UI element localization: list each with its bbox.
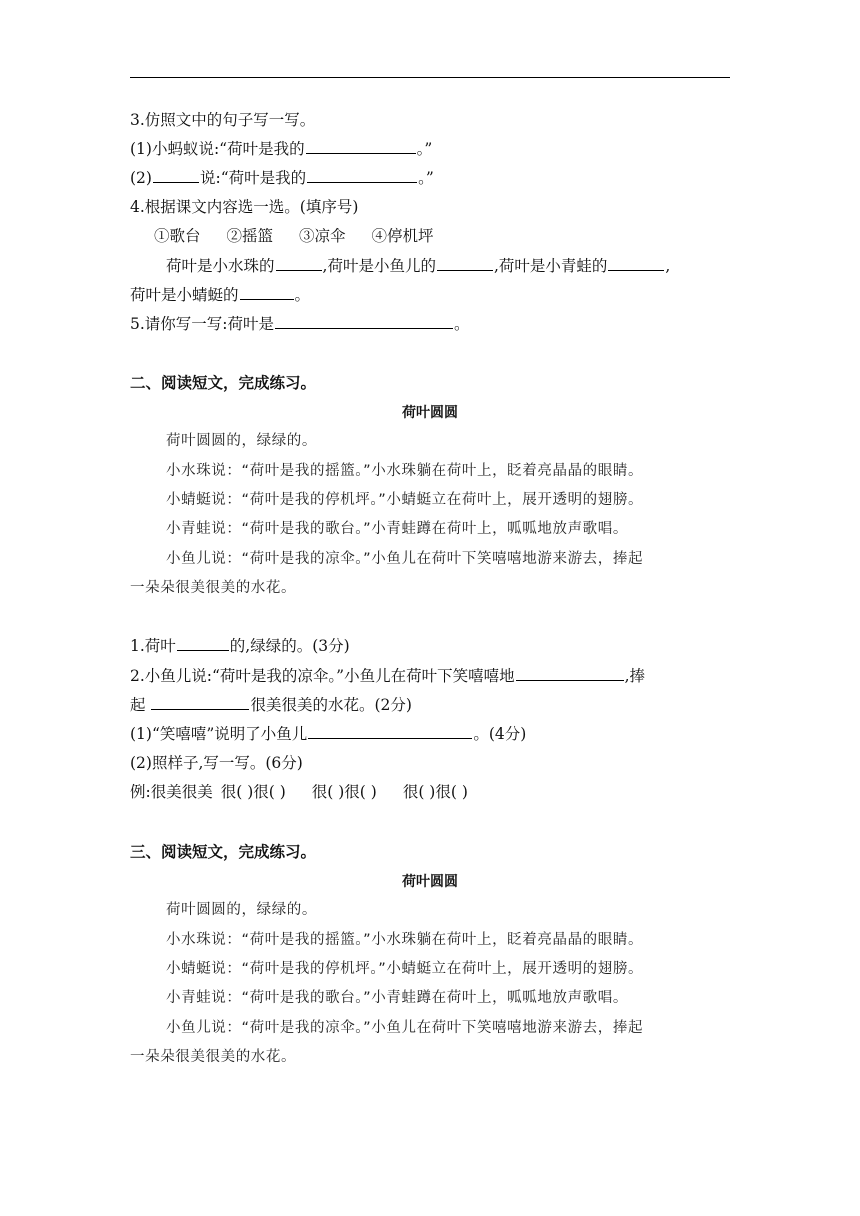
passage-paragraph-cont: 一朵朵很美很美的水花。 [130,1049,297,1065]
answer-blank[interactable] [276,256,322,271]
passage-paragraph: 荷叶圆圆的，绿绿的。 [166,902,317,918]
q3-item-2: (2) 说:“荷叶是我的 。” [130,169,434,187]
q3-title: 3.仿照文中的句子写一写。 [130,111,316,129]
s2-q2-2: (2)照样子,写一写。(6分) [130,754,303,772]
passage-paragraph: 小蜻蜓说：“荷叶是我的停机坪。”小蜻蜓立在荷叶上，展开透明的翅膀。 [166,961,644,977]
answer-blank[interactable] [608,256,664,271]
passage-paragraph-cont: 一朵朵很美很美的水花。 [130,580,297,596]
answer-blank[interactable] [516,666,624,681]
q4-title: 4.根据课文内容选一选。(填序号) [130,198,359,216]
example-label: 例:很美很美 [130,783,213,801]
option-2: ②摇篮 [226,227,274,245]
answer-blank[interactable] [275,314,453,329]
passage-paragraph: 荷叶圆圆的，绿绿的。 [166,433,317,449]
answer-blank[interactable] [437,256,493,271]
passage-paragraph: 小鱼儿说：“荷叶是我的凉伞。”小鱼儿在荷叶下笑嘻嘻地游来游去，捧起 [166,551,644,567]
s2-q2-cont: 起 很美很美的水花。(2分) [130,696,412,714]
q4-options [154,226,460,246]
passage-title: 荷叶圆圆 [402,874,458,890]
answer-blank[interactable] [151,695,249,710]
q4-line-2: 荷叶是小蜻蜓的 。 [130,286,311,304]
header-rule [130,77,730,78]
answer-blank[interactable] [306,139,416,154]
s2-q2-1: (1)“笑嘻嘻”说明了小鱼儿 。(4分) [130,725,527,743]
passage-title: 荷叶圆圆 [402,405,458,421]
answer-blank[interactable] [177,636,229,651]
s2-q1: 1.荷叶 的,绿绿的。(3分) [130,637,350,655]
option-4: ④停机坪 [371,227,434,245]
passage-paragraph: 小鱼儿说：“荷叶是我的凉伞。”小鱼儿在荷叶下笑嘻嘻地游来游去，捧起 [166,1020,644,1036]
passage-paragraph: 小青蛙说：“荷叶是我的歌台。”小青蛙蹲在荷叶上，呱呱地放声歌唱。 [166,990,628,1006]
q5: 5.请你写一写:荷叶是 。 [130,315,470,333]
q3-item-1: (1)小蚂蚁说:“荷叶是我的 。” [130,140,433,158]
option-1: ①歌台 [154,227,201,245]
section-2-heading: 二、阅读短文，完成练习。 [130,374,317,392]
example-item: 很( )很( ) [311,783,377,801]
answer-blank[interactable] [240,285,294,300]
q4-line-1: 荷叶是小水珠的 ,荷叶是小鱼儿的 ,荷叶是小青蛙的 , [166,257,671,275]
answer-blank[interactable] [153,168,199,183]
s2-example-line [130,782,468,802]
example-item: 很( )很( ) [220,783,286,801]
passage-paragraph: 小青蛙说：“荷叶是我的歌台。”小青蛙蹲在荷叶上，呱呱地放声歌唱。 [166,521,628,537]
section-3-heading: 三、阅读短文，完成练习。 [130,843,317,861]
passage-paragraph: 小蜻蜓说：“荷叶是我的停机坪。”小蜻蜓立在荷叶上，展开透明的翅膀。 [166,492,644,508]
example-item: 很( )很( ) [402,783,468,801]
answer-blank[interactable] [308,724,472,739]
s2-q2: 2.小鱼儿说:“荷叶是我的凉伞。”小鱼儿在荷叶下笑嘻嘻地 ,捧 [130,667,646,685]
passage-paragraph: 小水珠说：“荷叶是我的摇篮。”小水珠躺在荷叶上，眨着亮晶晶的眼睛。 [166,463,644,479]
answer-blank[interactable] [307,168,417,183]
passage-paragraph: 小水珠说：“荷叶是我的摇篮。”小水珠躺在荷叶上，眨着亮晶晶的眼睛。 [166,932,644,948]
option-3: ③凉伞 [299,227,346,245]
